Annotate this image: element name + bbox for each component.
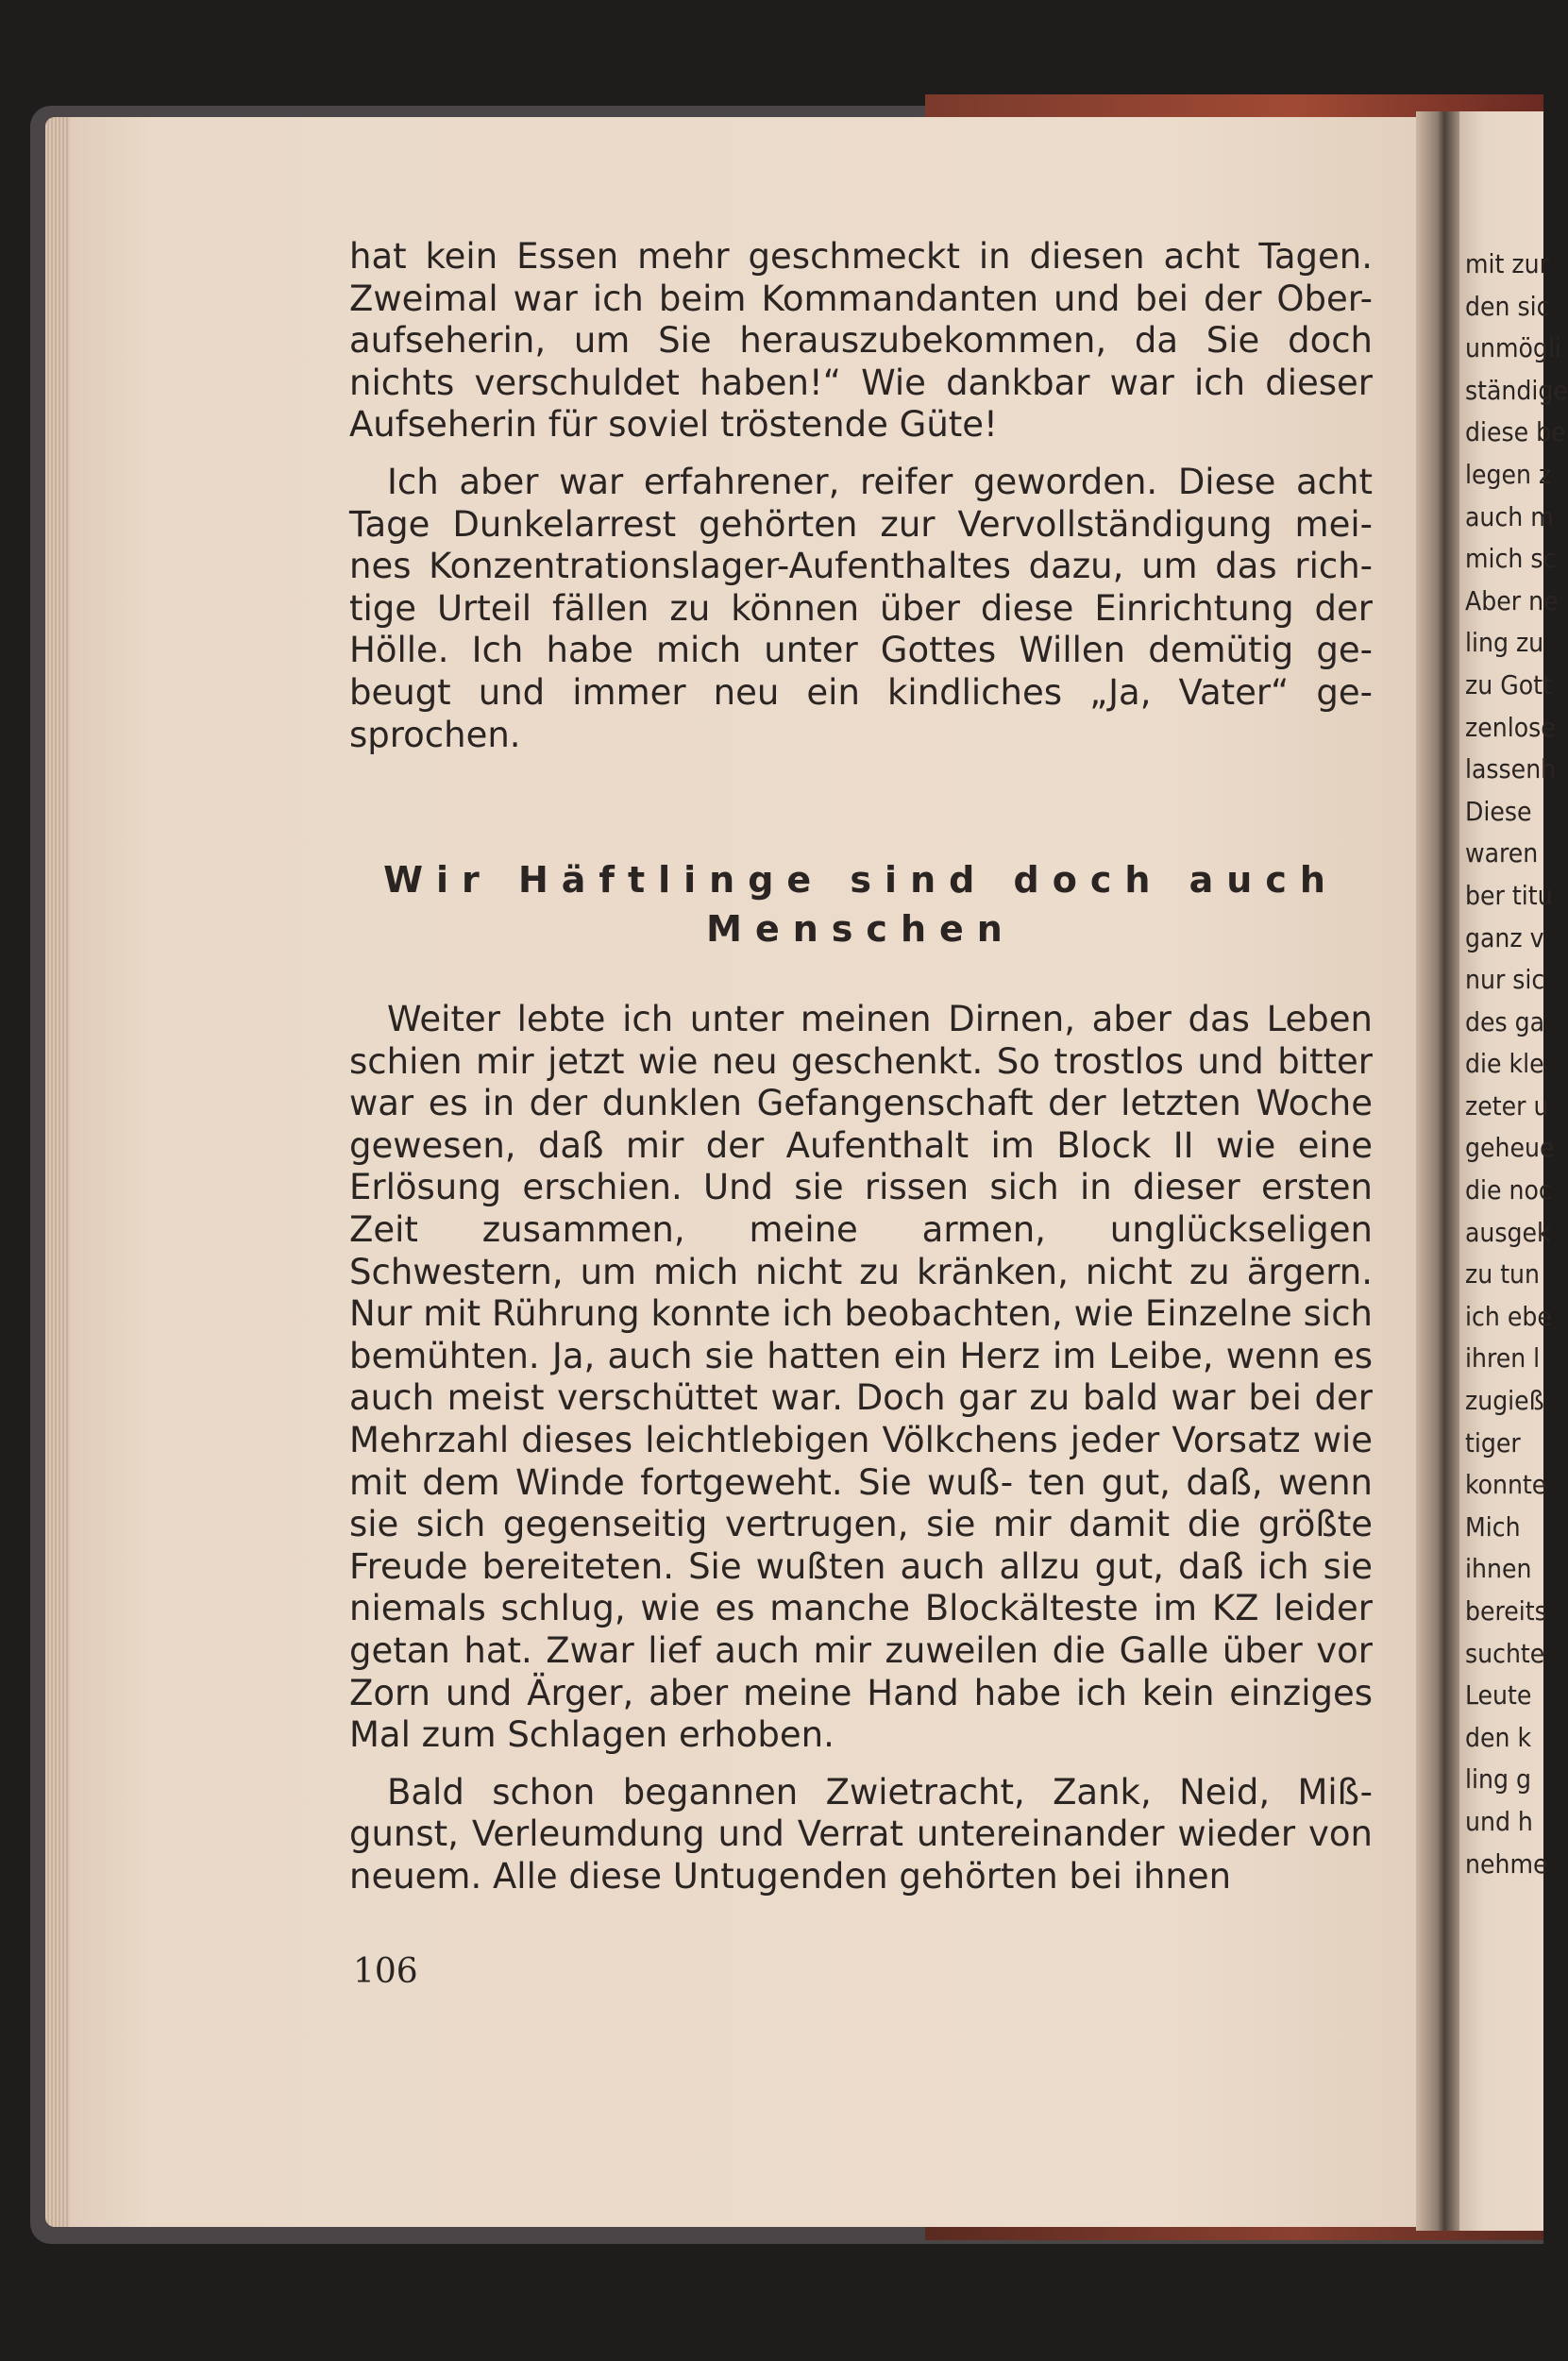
next-page-line: nehme bbox=[1465, 1847, 1548, 1880]
next-page-line: geheue bbox=[1465, 1132, 1555, 1164]
next-page-line: die noc bbox=[1465, 1174, 1552, 1206]
next-page-line: zeter u bbox=[1465, 1089, 1549, 1121]
next-page-line: zu tun bbox=[1465, 1258, 1540, 1290]
next-page-line: bereits bbox=[1465, 1595, 1547, 1627]
next-page-line: lassenh bbox=[1465, 753, 1557, 785]
next-page-line: waren bbox=[1465, 837, 1539, 869]
next-page-line: den k bbox=[1465, 1721, 1532, 1753]
section-heading bbox=[349, 855, 1373, 953]
bottom-text-block bbox=[349, 999, 1373, 1897]
paragraph: Bald schon begannen Zwietracht, Zank, Neid, Miß- gunst, Verleumdung und Verrat untereinander wieder von neuem. Alle diese Untugenden gehörten bei ihnen bbox=[349, 1771, 1373, 1897]
next-page-line: Diese bbox=[1465, 795, 1532, 827]
next-page-line: zu Gott bbox=[1465, 668, 1552, 700]
next-page-line: suchte bbox=[1465, 1637, 1545, 1669]
next-page-line: und h bbox=[1465, 1805, 1533, 1837]
next-page-line: ich ebe bbox=[1465, 1300, 1552, 1332]
next-page-line: mit zur bbox=[1465, 248, 1549, 279]
next-page-line: die kle bbox=[1465, 1048, 1544, 1080]
top-text-block bbox=[349, 236, 1373, 756]
page-stack-edge bbox=[45, 117, 72, 2227]
heading-line-1: Wir Häftlinge sind doch auch bbox=[383, 859, 1339, 901]
next-page-line: legen z bbox=[1465, 458, 1552, 490]
heading-line-2: Menschen bbox=[706, 908, 1016, 950]
next-page-line: auch m bbox=[1465, 500, 1554, 532]
next-page-line: den sic bbox=[1465, 290, 1550, 322]
next-page-line: ständige bbox=[1465, 374, 1568, 406]
next-page-line: ber titu bbox=[1465, 879, 1553, 911]
next-page-line: ihnen bbox=[1465, 1553, 1532, 1585]
next-page-line: des ga bbox=[1465, 1005, 1545, 1037]
next-page-line: Aber ne bbox=[1465, 584, 1559, 616]
next-page-line: nur sic bbox=[1465, 964, 1545, 996]
next-page-line: ganz v bbox=[1465, 921, 1544, 953]
next-page-line: ling zu bbox=[1465, 627, 1544, 659]
next-page-line: unmögli bbox=[1465, 332, 1561, 364]
next-page-line: zenlose bbox=[1465, 711, 1556, 743]
paragraph: Ich aber war erfahrener, reifer geworden. Diese acht Tage Dunkelarrest gehörten zur Vervollständigung mei- nes Konzentrationslager-Aufenthaltes dazu, um das rich- tige Urteil fällen zu können über diese Einrichtung der Hölle. Ich habe mich unter Gottes Willen demütig ge- beugt und immer neu ein kindliches „Ja, Vater“ ge- sprochen. bbox=[349, 461, 1373, 755]
book-gutter bbox=[1416, 111, 1463, 2231]
paragraph: hat kein Essen mehr geschmeckt in diesen acht Tagen. Zweimal war ich beim Kommandanten und bei der Ober- aufseherin, um Sie herauszubekommen, da Sie doch nichts verschuldet haben!“ Wie dankbar war ich dieser Aufseherin für soviel tröstende Güte! bbox=[349, 236, 1373, 446]
next-page-line: zugieß bbox=[1465, 1385, 1544, 1417]
paragraph: Weiter lebte ich unter meinen Dirnen, aber das Leben schien mir jetzt wie neu geschenkt. So trostlos und bitter war es in der dunklen Gefangenschaft der letzten Woche gewesen, daß mir der Aufenthalt im Block II wie eine Erlösung erschien. Und sie rissen sich in dieser ersten Zeit zusammen, meine armen, unglückseligen Schwestern, um mich nicht zu kränken, nicht zu ärgern. Nur mit Rührung konnte ich beobachten, wie Einzelne sich bemühten. Ja, auch sie hatten ein Herz im Leibe, wenn es auch meist verschüttet war. Doch gar zu bald war bei der Mehrzahl dieses leichtlebigen Völkchens jeder Vorsatz wie mit dem Winde fortgeweht. Sie wuß- ten gut, daß, wenn sie sich gegenseitig vertrugen, sie mir damit die größte Freude bereiteten. Sie wußten auch allzu gut, daß ich sie niemals schlug, wie es manche Blockälteste im KZ leider getan hat. Zwar lief auch mir zuweilen die Galle über vor Zorn und Ärger, aber meine Hand habe ich kein einziges Mal zum Schlagen erhoben. bbox=[349, 999, 1373, 1756]
next-page-line: ihren l bbox=[1465, 1342, 1541, 1374]
next-page-text bbox=[1465, 244, 1568, 1885]
next-page-line: tiger bbox=[1465, 1426, 1521, 1459]
next-page-line: konnte bbox=[1465, 1469, 1547, 1501]
next-page-line: ausgek bbox=[1465, 1216, 1551, 1248]
next-page-line: diese be bbox=[1465, 416, 1566, 448]
next-page-line: Mich bbox=[1465, 1510, 1521, 1543]
page-number: 106 bbox=[353, 1952, 418, 1991]
next-page-line: mich sc bbox=[1465, 543, 1557, 575]
next-page-line: Leute bbox=[1465, 1679, 1532, 1712]
next-page-line: ling g bbox=[1465, 1763, 1531, 1796]
